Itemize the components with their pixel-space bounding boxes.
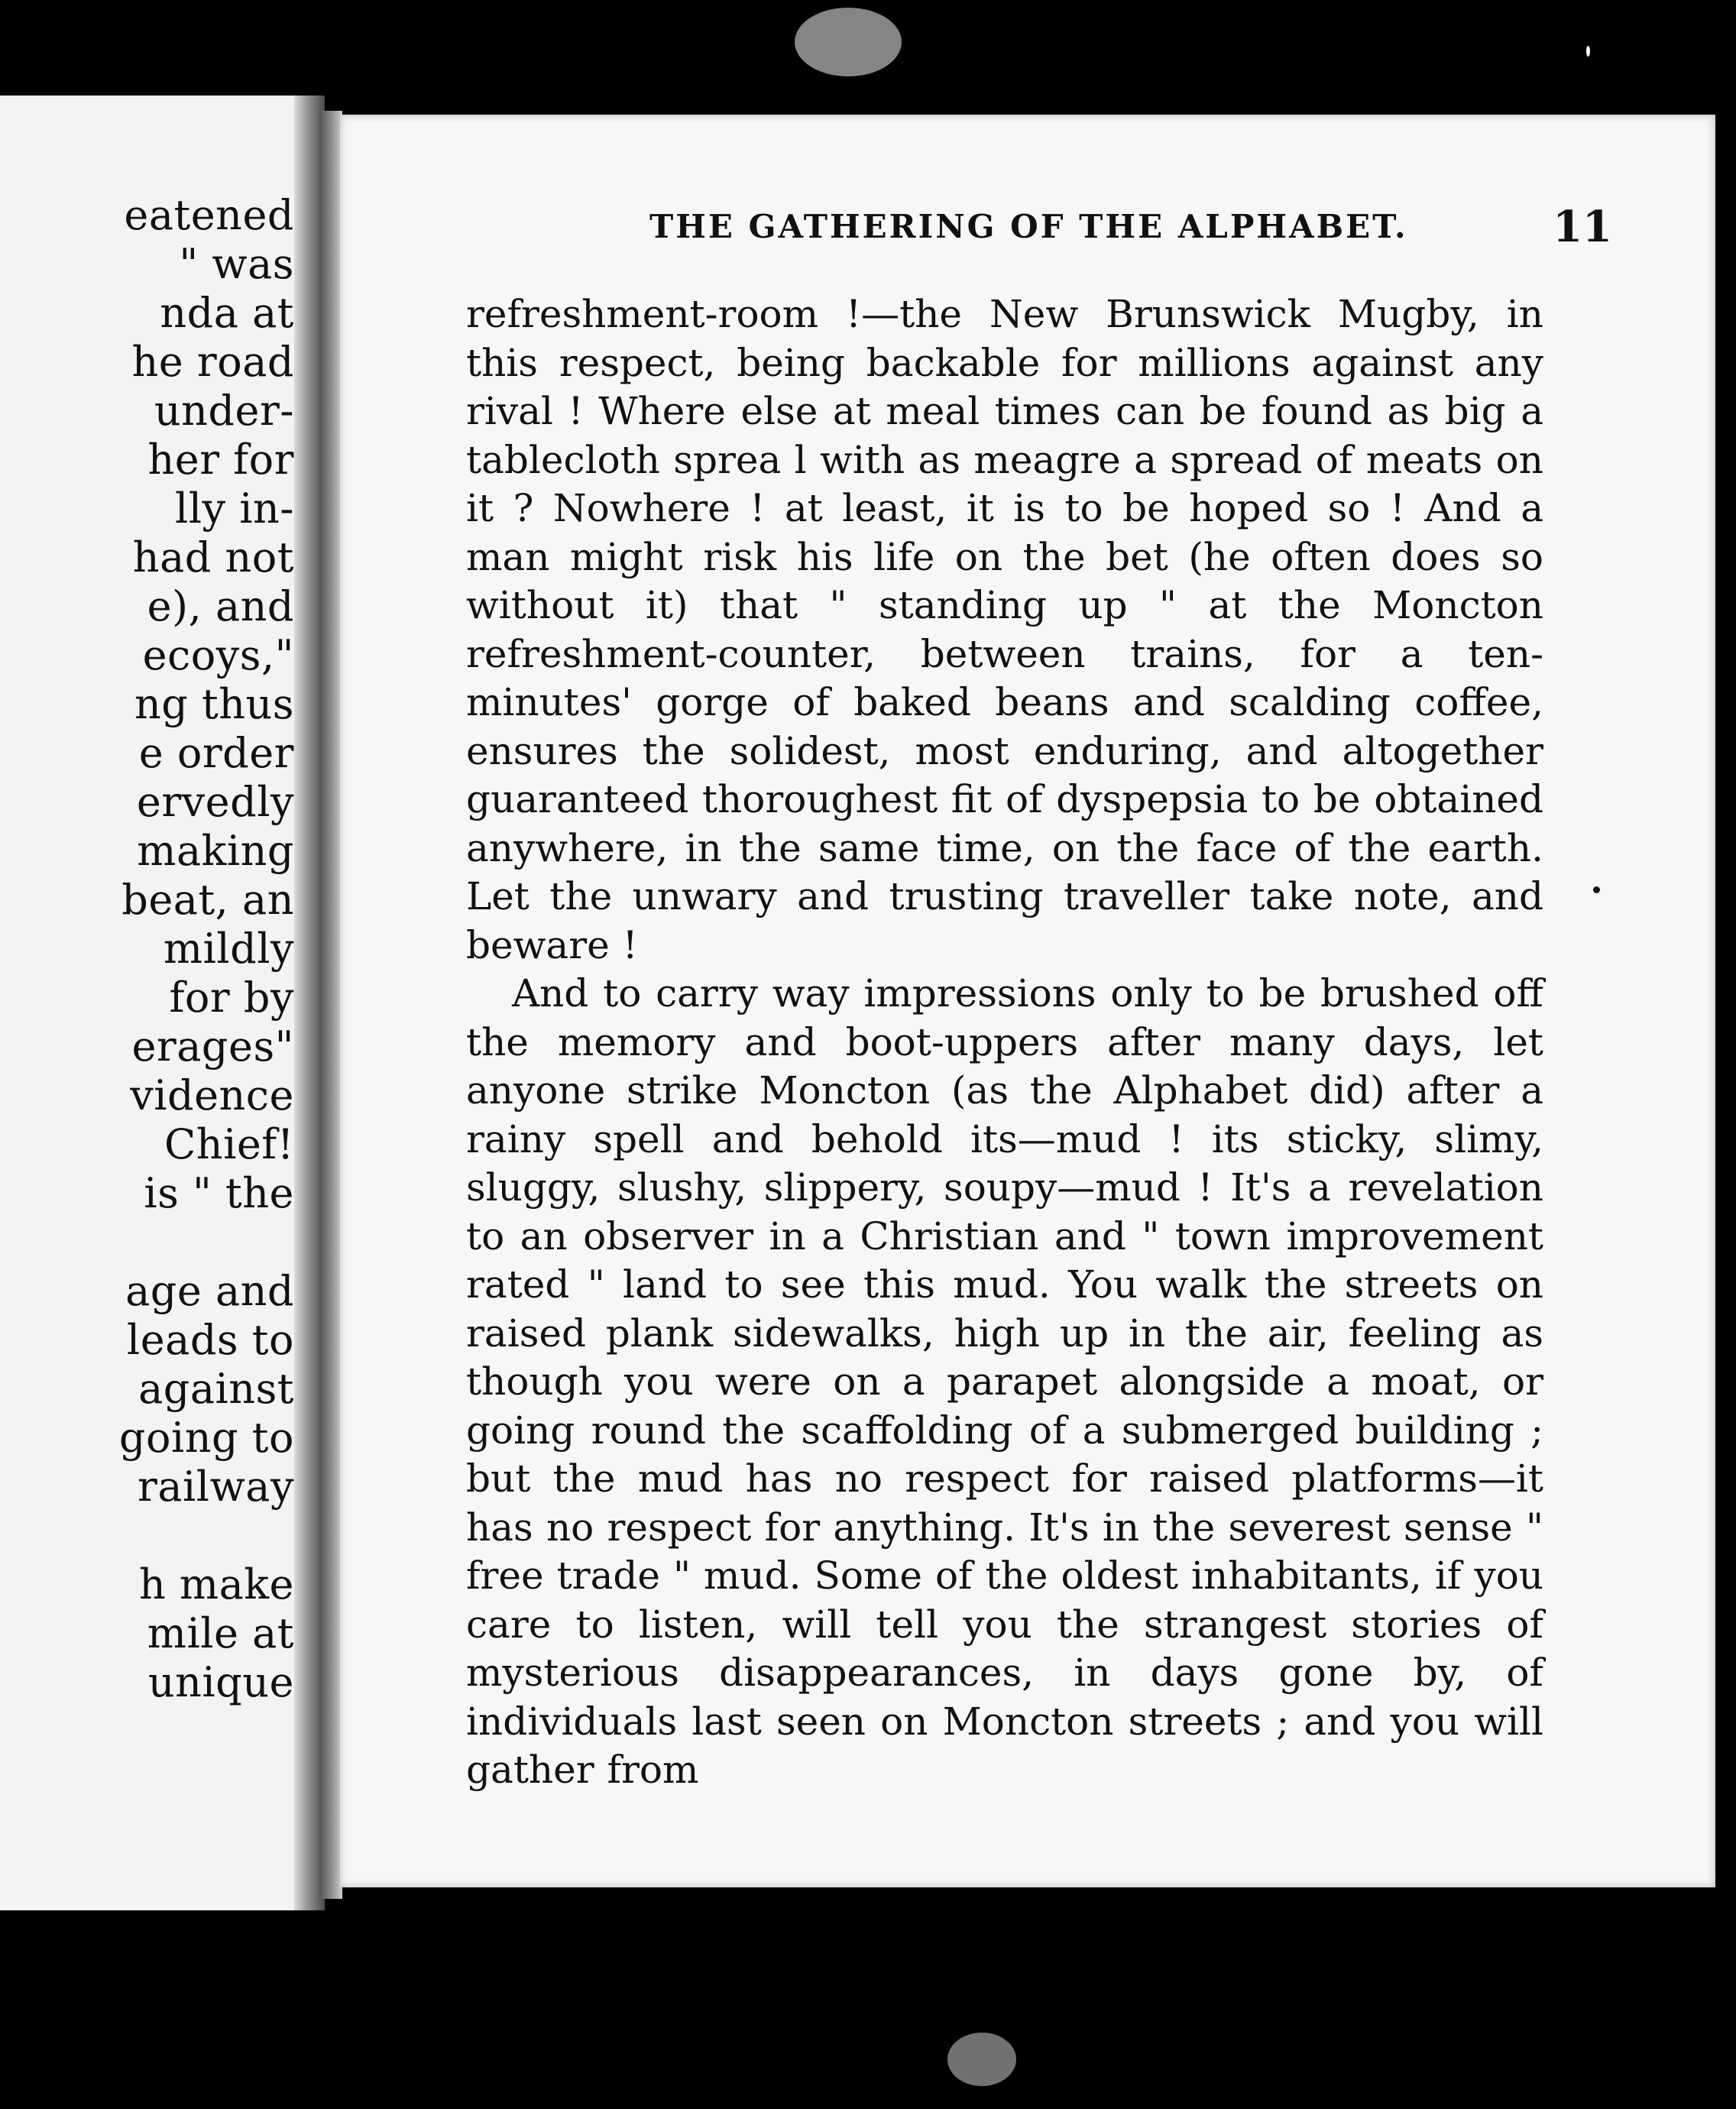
scan-smudge-top (795, 8, 902, 76)
left-page-line: eatened (124, 191, 294, 239)
left-page-line: ng thus (134, 680, 294, 728)
left-page-line: e order (138, 729, 294, 777)
left-page-line: her for (147, 436, 294, 484)
running-head (649, 202, 1643, 254)
left-page-line: unique (147, 1658, 294, 1706)
left-page-line: e), and (147, 582, 294, 630)
left-page-line: beat, an (121, 876, 294, 924)
left-page-line: ecoys," (142, 631, 294, 679)
body-text (466, 290, 1543, 1795)
left-page-line: nda at (160, 289, 294, 337)
left-page-line: against (138, 1365, 294, 1413)
edge-speck (1586, 46, 1590, 57)
left-page-line: making (137, 827, 294, 875)
page-number: 11 (1553, 202, 1612, 252)
left-page-line: vidence (130, 1071, 294, 1119)
left-page-line: mildly (163, 925, 294, 973)
left-page-line: going to (118, 1414, 294, 1462)
left-page-line: he road (131, 338, 294, 386)
left-page-line: Chief! (164, 1120, 294, 1168)
left-page-line: lly in- (174, 484, 294, 533)
ink-speck (1593, 886, 1600, 893)
left-page-line: ervedly (136, 778, 294, 826)
left-page-line: is " the (144, 1169, 294, 1217)
paragraph: And to carry way impressions only to be brushed off the memory and boot-uppers after many days, let anyone strike Moncton (as the Alphabet did) after a rainy spell and behold its—mud ! its sticky, slimy, sluggy, slushy, slippery, soupy—mud ! It's a revelation to an observer in a Christian and " town improvement rated " land to see this mud. You walk the streets on raised plank sidewalks, high up in the air, feeling as though you were on a parapet alongside a moat, or going round the scaffolding of a submerged building ; but the mud has no respect for raised platforms—it has no respect for anything. It's in the severest sense " free trade " mud. Some of the oldest inhabitants, if you care to listen, will tell you the strangest stories of mysterious disappearances, in days gone by, of individuals last seen on Moncton streets ; and you will gather from (466, 971, 1543, 1792)
paragraph: refreshment-room !—the New Brunswick Mugby, in this respect, being backable for millions against any rival ! Where else at meal times can be found as big a tablecloth sprea l with as meagre a spread of meats on it ? Nowhere ! at least, it is to be hoped so ! And a man might risk his life on the bet (he often does so without it) that " standing up " at the Moncton refreshment-counter, between trains, for a ten-minutes' gorge of baked beans and scalding coffee, ensures the solidest, most enduring, and altogether guaranteed thoroughest fit of dyspepsia to be obtained anywhere, in the same time, on the face of the earth. Let the unwary and trusting traveller take note, and beware ! (466, 292, 1543, 967)
running-title: THE GATHERING OF THE ALPHABET. (649, 208, 1408, 245)
left-page-line: " was (179, 240, 294, 288)
left-page-line: for by (169, 974, 294, 1022)
left-page-line: leads to (126, 1316, 294, 1364)
left-page-line: had not (132, 533, 294, 582)
left-page-line: h make (138, 1560, 294, 1608)
left-page-line: under- (154, 387, 294, 435)
left-page-line: erages" (131, 1022, 294, 1071)
left-page-line: railway (138, 1463, 294, 1511)
left-page-fragment (0, 96, 294, 1910)
left-page-line: mile at (147, 1609, 294, 1657)
left-page-line: age and (125, 1267, 294, 1315)
spine-shadow (319, 111, 342, 1899)
right-page (340, 115, 1715, 1887)
scan-smudge-bottom (947, 2033, 1016, 2086)
